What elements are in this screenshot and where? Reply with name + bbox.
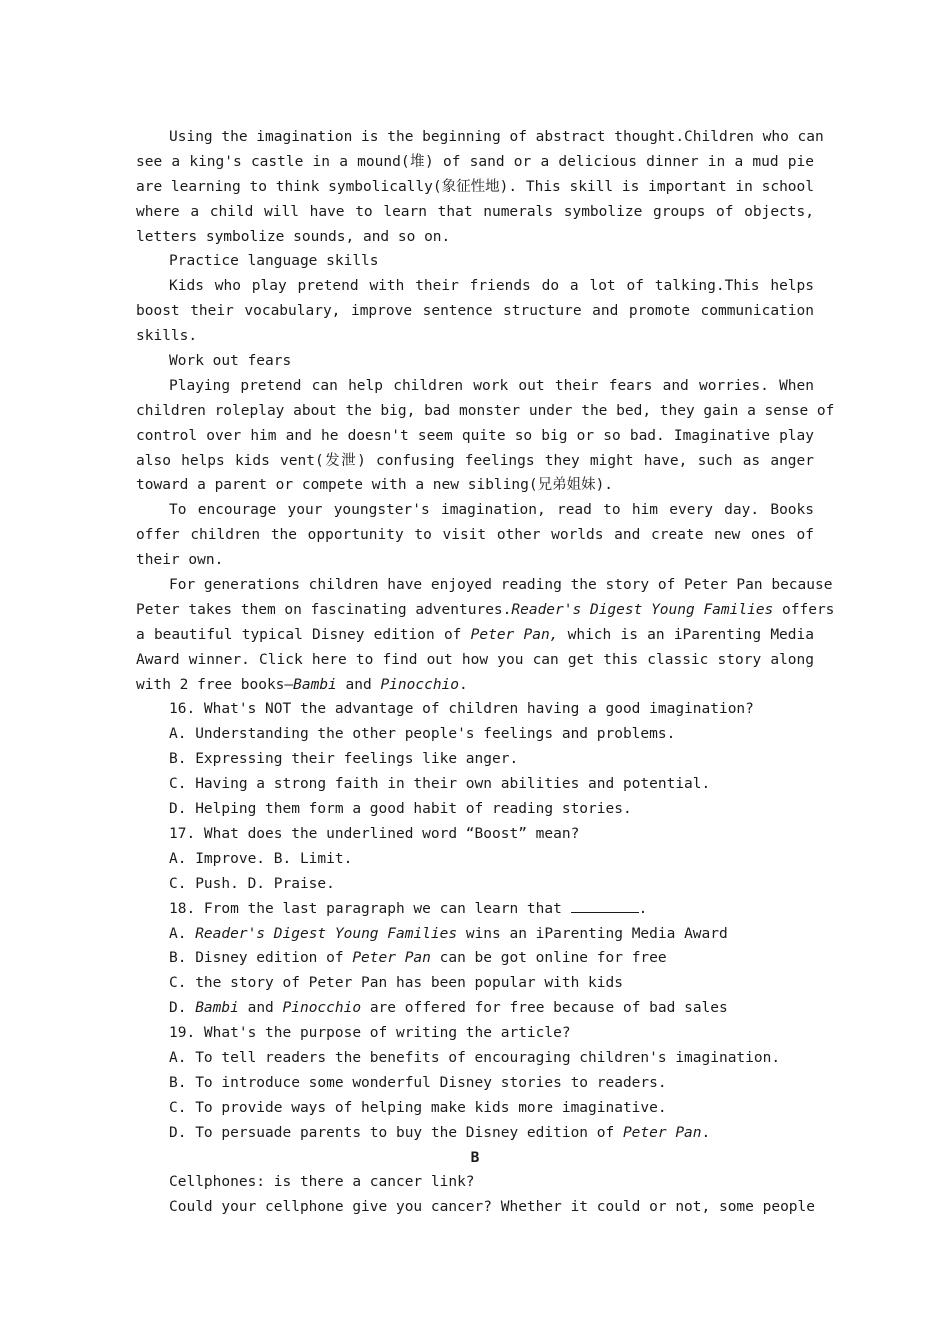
section-heading-fears: Work out fears [169,353,292,370]
question-16-option-a: A. Understanding the other people's feelings and problems. [169,726,676,743]
text-run: with 2 free books— [136,676,294,693]
document-page [136,125,835,1220]
paragraph-line: see a king's castle in a mound(堆) of sand or a delicious dinner in a mud pie [136,153,814,170]
book-title: Peter Pan [622,1124,702,1141]
text-run: are offered for free because of bad sales [361,1000,728,1017]
text-run: . [701,1124,711,1141]
paragraph-line [136,673,814,698]
paragraph-line: Kids who play pretend with their friends do a lot of talking.This helps [169,278,814,295]
text-run: and [336,676,381,693]
paragraph-line: boost their vocabulary, improve sentence structure and promote communication [136,303,814,320]
question-19-option-c: C. To provide ways of helping make kids more imaginative. [169,1099,667,1116]
question-18-option-d [136,996,814,1021]
paragraph-line: For generations children have enjoyed reading the story of Peter Pan because [169,577,833,594]
paragraph-line [136,623,814,648]
text-run: 18. From the last paragraph we can learn that [169,900,571,917]
question-16-option-c: C. Having a strong faith in their own abilities and potential. [169,776,711,793]
text-run: D. [169,1000,196,1017]
question-16-option-d: D. Helping them form a good habit of reading stories. [169,801,632,818]
section-letter: B [470,1149,480,1166]
paragraph-line: To encourage your youngster's imagination, read to him every day. Books [169,502,814,519]
question-18-option-a [136,922,814,947]
answer-blank [571,898,639,913]
paragraph-line: control over him and he doesn't seem quite so big or so bad. Imaginative play [136,427,814,444]
paragraph-line: Using the imagination is the beginning of abstract thought.Children who can [169,129,824,145]
paragraph-line: are learning to think symbolically(象征性地). This skill is important in school [136,178,814,195]
paragraph-line: skills. [136,328,198,345]
article-title: Cellphones: is there a cancer link? [169,1174,475,1191]
text-run: . [459,676,468,693]
text-run: B. Disney edition of [169,950,353,967]
question-19-option-a: A. To tell readers the benefits of encouraging children's imagination. [169,1049,781,1066]
question-17-options-ab: A. Improve. B. Limit. [169,850,353,867]
question-17-stem: 17. What does the underlined word “Boost” mean? [169,825,580,842]
text-run: which is an iParenting Media [558,626,814,643]
magazine-title: Reader's Digest Young Families [511,601,774,618]
paragraph-line: where a child will have to learn that numerals symbolize groups of objects, [136,203,814,220]
book-title: Pinocchio [380,676,460,693]
text-run: offers [773,601,835,618]
question-19-option-d [136,1121,814,1146]
book-title: Peter Pan, [470,626,559,643]
book-title: Peter Pan [352,950,431,967]
text-run: wins an iParenting Media Award [457,925,728,942]
book-title: Bambi [293,676,337,693]
text-run: and [238,1000,283,1017]
paragraph-line: children roleplay about the big, bad monster under the bed, they gain a sense of [136,402,835,419]
paragraph-line: offer children the opportunity to visit other worlds and create new ones of [136,527,814,544]
text-run: . [638,900,648,917]
book-title: Bambi [195,1000,239,1017]
question-18-stem [136,897,814,922]
text-run: D. To persuade parents to buy the Disney edition of [169,1124,623,1141]
book-title: Pinocchio [282,1000,362,1017]
question-18-option-b [136,946,814,971]
paragraph-line: Could your cellphone give you cancer? Whether it could or not, some people [169,1199,816,1216]
paragraph-line: toward a parent or compete with a new sibling(兄弟姐妹). [136,477,614,494]
magazine-title: Reader's Digest Young Families [195,925,458,942]
paragraph-line: letters symbolize sounds, and so on. [136,228,451,245]
paragraph-line: Playing pretend can help children work out their fears and worries. When [169,377,814,394]
paragraph-line [136,598,835,623]
question-19-stem: 19. What's the purpose of writing the article? [169,1025,571,1042]
text-run: A. [169,925,196,942]
question-16-stem: 16. What's NOT the advantage of children having a good imagination? [169,701,754,718]
paragraph-line: also helps kids vent(发泄) confusing feelings they might have, such as anger [136,452,814,469]
paragraph-line: Award winner. Click here to find out how you can get this classic story along [136,651,814,668]
text-run: can be got online for free [430,950,667,967]
paragraph-line: their own. [136,552,224,569]
question-18-option-c: C. the story of Peter Pan has been popular with kids [169,975,623,992]
section-heading-language: Practice language skills [169,253,379,270]
text-run: Peter takes them on fascinating adventures. [136,601,512,618]
question-17-options-cd: C. Push. D. Praise. [169,875,335,892]
question-19-option-b: B. To introduce some wonderful Disney stories to readers. [169,1074,667,1091]
text-run: a beautiful typical Disney edition of [136,626,471,643]
question-16-option-b: B. Expressing their feelings like anger. [169,751,519,768]
